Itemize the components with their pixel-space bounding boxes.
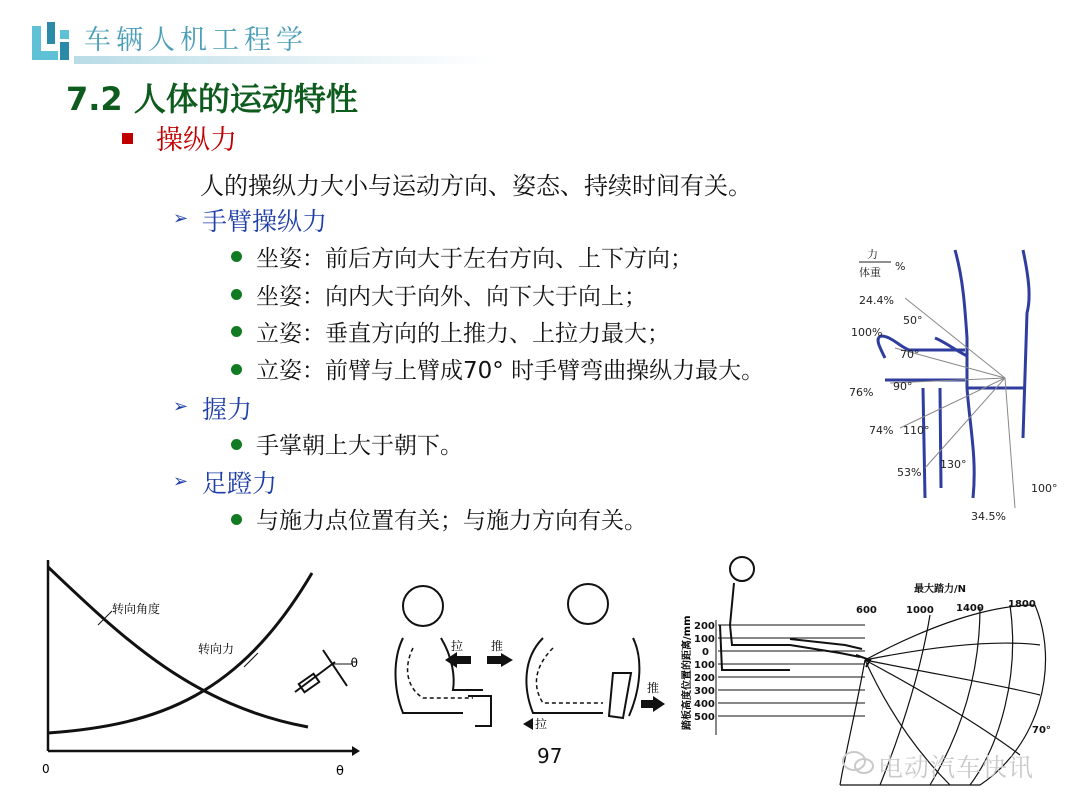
dot-bullet-icon: [231, 364, 242, 375]
mm-tick: 100: [694, 634, 715, 645]
subheading-arm-force: 手臂操纵力: [202, 207, 328, 236]
grip-force-figure: [383, 578, 678, 738]
list-item: 立姿：前臂与上臂成70° 时手臂弯曲操纵力最大。: [256, 358, 765, 384]
dot-bullet-icon: [231, 289, 242, 300]
push-label: 推: [491, 639, 504, 653]
mm-tick: 300: [694, 686, 715, 697]
x-origin-label: 0: [42, 762, 50, 776]
topic-heading: 操纵力: [156, 125, 237, 156]
mm-tick: 200: [694, 673, 715, 684]
intro-text: 人的操纵力大小与运动方向、姿态、持续时间有关。: [200, 172, 752, 200]
arrow-bullet-icon: ➢: [173, 471, 189, 492]
list-item: 坐姿：前后方向大于左右方向、上下方向；: [256, 246, 693, 272]
inset-theta-label: θ: [350, 656, 358, 670]
header-rule: [74, 56, 494, 64]
pull-label: 拉: [535, 717, 548, 731]
wechat-icon: [842, 750, 874, 776]
pct-label: 74%: [869, 424, 894, 437]
subheading-foot-force: 足蹬力: [202, 469, 278, 498]
top-axis-label: 最大踏力/N: [914, 584, 967, 595]
list-item: 坐姿：向内大于向外、向下大于向上；: [256, 284, 647, 310]
pull-label: 拉: [451, 639, 464, 653]
dot-bullet-icon: [231, 439, 242, 450]
side-axis-label: 踏板高度位置的距离/mm: [682, 615, 693, 730]
angle-label: 110°: [903, 424, 930, 437]
square-bullet-icon: [122, 133, 133, 144]
angle-label: 130°: [940, 458, 967, 471]
pct-label: 76%: [849, 386, 874, 399]
mm-tick: 500: [694, 712, 715, 723]
watermark: 电动汽车快讯: [878, 753, 1035, 782]
section-title: 7.2 人体的运动特性: [66, 80, 358, 118]
force-tick: 600: [856, 605, 877, 616]
push-label: 推: [647, 681, 660, 695]
pct-label: 53%: [897, 466, 922, 479]
steering-chart: [30, 555, 360, 780]
angle-label: 70°: [1032, 725, 1051, 736]
mm-tick: 0: [702, 647, 709, 658]
dot-bullet-icon: [231, 251, 242, 262]
curve-force-label: 转向力: [198, 642, 235, 656]
list-item: 手掌朝上大于朝下。: [256, 433, 463, 459]
mm-tick: 100: [694, 660, 715, 671]
arm-force-figure: [845, 238, 1075, 528]
arrow-bullet-icon: ➢: [173, 396, 189, 417]
unit-bottom: 体重: [859, 266, 881, 279]
course-title: 车辆人机工程学: [84, 25, 308, 56]
list-item: 立姿：垂直方向的上推力、上拉力最大；: [256, 321, 670, 347]
curve-angle-label: 转向角度: [112, 602, 161, 616]
page-number: 97: [537, 744, 563, 768]
force-tick: 1400: [956, 603, 984, 614]
pct-label: 100%: [851, 326, 883, 339]
dot-bullet-icon: [231, 514, 242, 525]
angle-label: 100°: [1031, 482, 1058, 495]
dot-bullet-icon: [231, 326, 242, 337]
x-axis-label: θ: [336, 764, 344, 779]
arrow-bullet-icon: ➢: [173, 208, 189, 229]
mm-tick: 200: [694, 621, 715, 632]
course-logo: [30, 20, 74, 60]
subheading-grip: 握力: [202, 395, 253, 424]
list-item: 与施力点位置有关；与施力方向有关。: [256, 508, 647, 534]
angle-label: 50°: [903, 314, 923, 327]
force-tick: 1000: [906, 605, 934, 616]
pct-label: 34.5%: [971, 510, 1006, 523]
angle-label: 70°: [900, 348, 920, 361]
mm-tick: 400: [694, 699, 715, 710]
pct-label: 24.4%: [859, 294, 894, 307]
angle-label: 90°: [893, 380, 913, 393]
unit-top: 力: [867, 248, 878, 261]
unit-pct: %: [895, 260, 906, 273]
force-tick: 1800: [1008, 599, 1036, 610]
